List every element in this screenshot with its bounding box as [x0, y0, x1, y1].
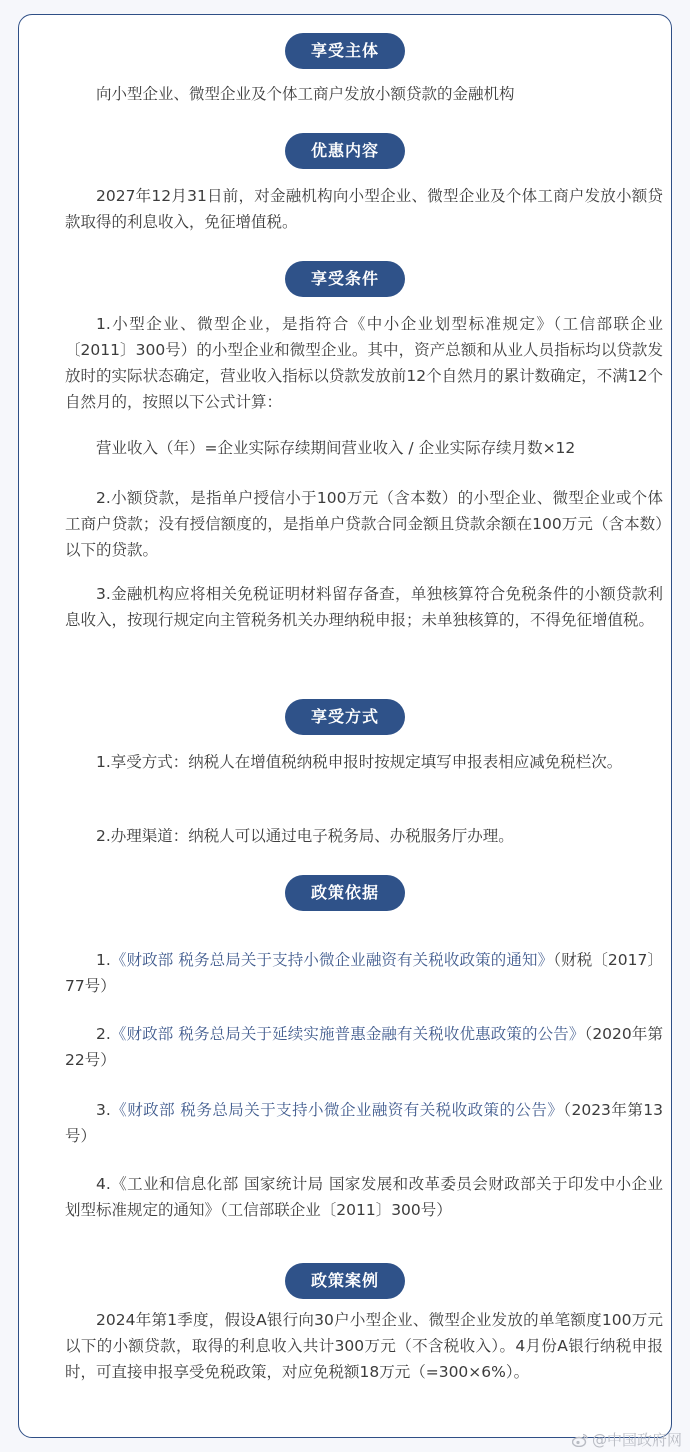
- watermark-text: @中国政府网: [591, 1431, 682, 1449]
- condition-item-2: 2.小额贷款，是指单户授信小于100万元（含本数）的小型企业、微型企业或个体工商户贷款；没有授信额度的，是指单户贷款合同金额且贷款余额在100万元（含本数）以下的贷款。: [65, 489, 663, 559]
- section-title-content: 优惠内容: [285, 133, 405, 169]
- subject-text: 向小型企业、微型企业及个体工商户发放小额贷款的金融机构: [96, 85, 515, 103]
- method-item-2: 2.办理渠道：纳税人可以通过电子税务局、办税服务厅办理。: [96, 827, 514, 845]
- section-title-case: 政策案例: [285, 1263, 405, 1299]
- section-title-method: 享受方式: [285, 699, 405, 735]
- basis-ref-3-num: 3.: [96, 1101, 111, 1119]
- policy-card: [18, 14, 672, 1438]
- basis-ref-4: 4.《工业和信息化部 国家统计局 国家发展和改革委员会财政部关于印发中小企业划型标准规定的通知》（工信部联企业〔2011〕300号）: [65, 1175, 663, 1219]
- watermark: [572, 1429, 682, 1450]
- content-text: 2027年12月31日前，对金融机构向小型企业、微型企业及个体工商户发放小额贷款取得的利息收入，免征增值税。: [65, 187, 663, 231]
- basis-ref-2-link[interactable]: 《财政部 税务总局关于延续实施普惠金融有关税收优惠政策的公告》: [110, 1025, 585, 1043]
- basis-ref-3-tail: （2023年第13号）: [65, 1101, 663, 1145]
- condition-item-1: 1.小型企业、微型企业，是指符合《中小企业划型标准规定》（工信部联企业〔2011〕300号）的小型企业和微型企业。其中，资产总额和从业人员指标均以贷款发放时的实际状态确定，营业收入指标以贷款发放前12个自然月的累计数确定，不满12个自然月的，按照以下公式计算：: [65, 315, 663, 411]
- section-title-basis: 政策依据: [285, 875, 405, 911]
- basis-ref-2: [65, 1021, 663, 1073]
- method-item-1: 1.享受方式：纳税人在增值税纳税申报时按规定填写申报表相应减免税栏次。: [96, 753, 623, 771]
- basis-ref-1-link[interactable]: 《财政部 税务总局关于支持小微企业融资有关税收政策的通知》: [110, 951, 554, 969]
- case-text: 2024年第1季度，假设A银行向30户小型企业、微型企业发放的单笔额度100万元以下的小额贷款，取得的利息收入共计300万元（不含税收入）。4月份A银行纳税申报时，可直接申报享受免税政策，对应免税额18万元（=300×6%）。: [65, 1311, 663, 1381]
- basis-ref-3-link[interactable]: 《财政部 税务总局关于支持小微企业融资有关税收政策的公告》: [110, 1101, 564, 1119]
- weibo-icon: [572, 1433, 588, 1447]
- section-title-conditions: 享受条件: [285, 261, 405, 297]
- condition-item-3: 3.金融机构应将相关免税证明材料留存备查，单独核算符合免税条件的小额贷款利息收入，按现行规定向主管税务机关办理纳税申报；未单独核算的，不得免征增值税。: [65, 585, 663, 629]
- basis-ref-3: [65, 1097, 663, 1149]
- basis-ref-2-tail: （2020年第22号）: [65, 1025, 663, 1069]
- basis-ref-1-num: 1.: [96, 951, 111, 969]
- basis-ref-2-num: 2.: [96, 1025, 111, 1043]
- basis-ref-1-tail: （财税〔2017〕77号）: [65, 951, 663, 995]
- section-title-subject: 享受主体: [285, 33, 405, 69]
- revenue-formula: 营业收入（年）=企业实际存续期间营业收入 / 企业实际存续月数×12: [96, 439, 576, 457]
- basis-ref-1: [65, 947, 663, 999]
